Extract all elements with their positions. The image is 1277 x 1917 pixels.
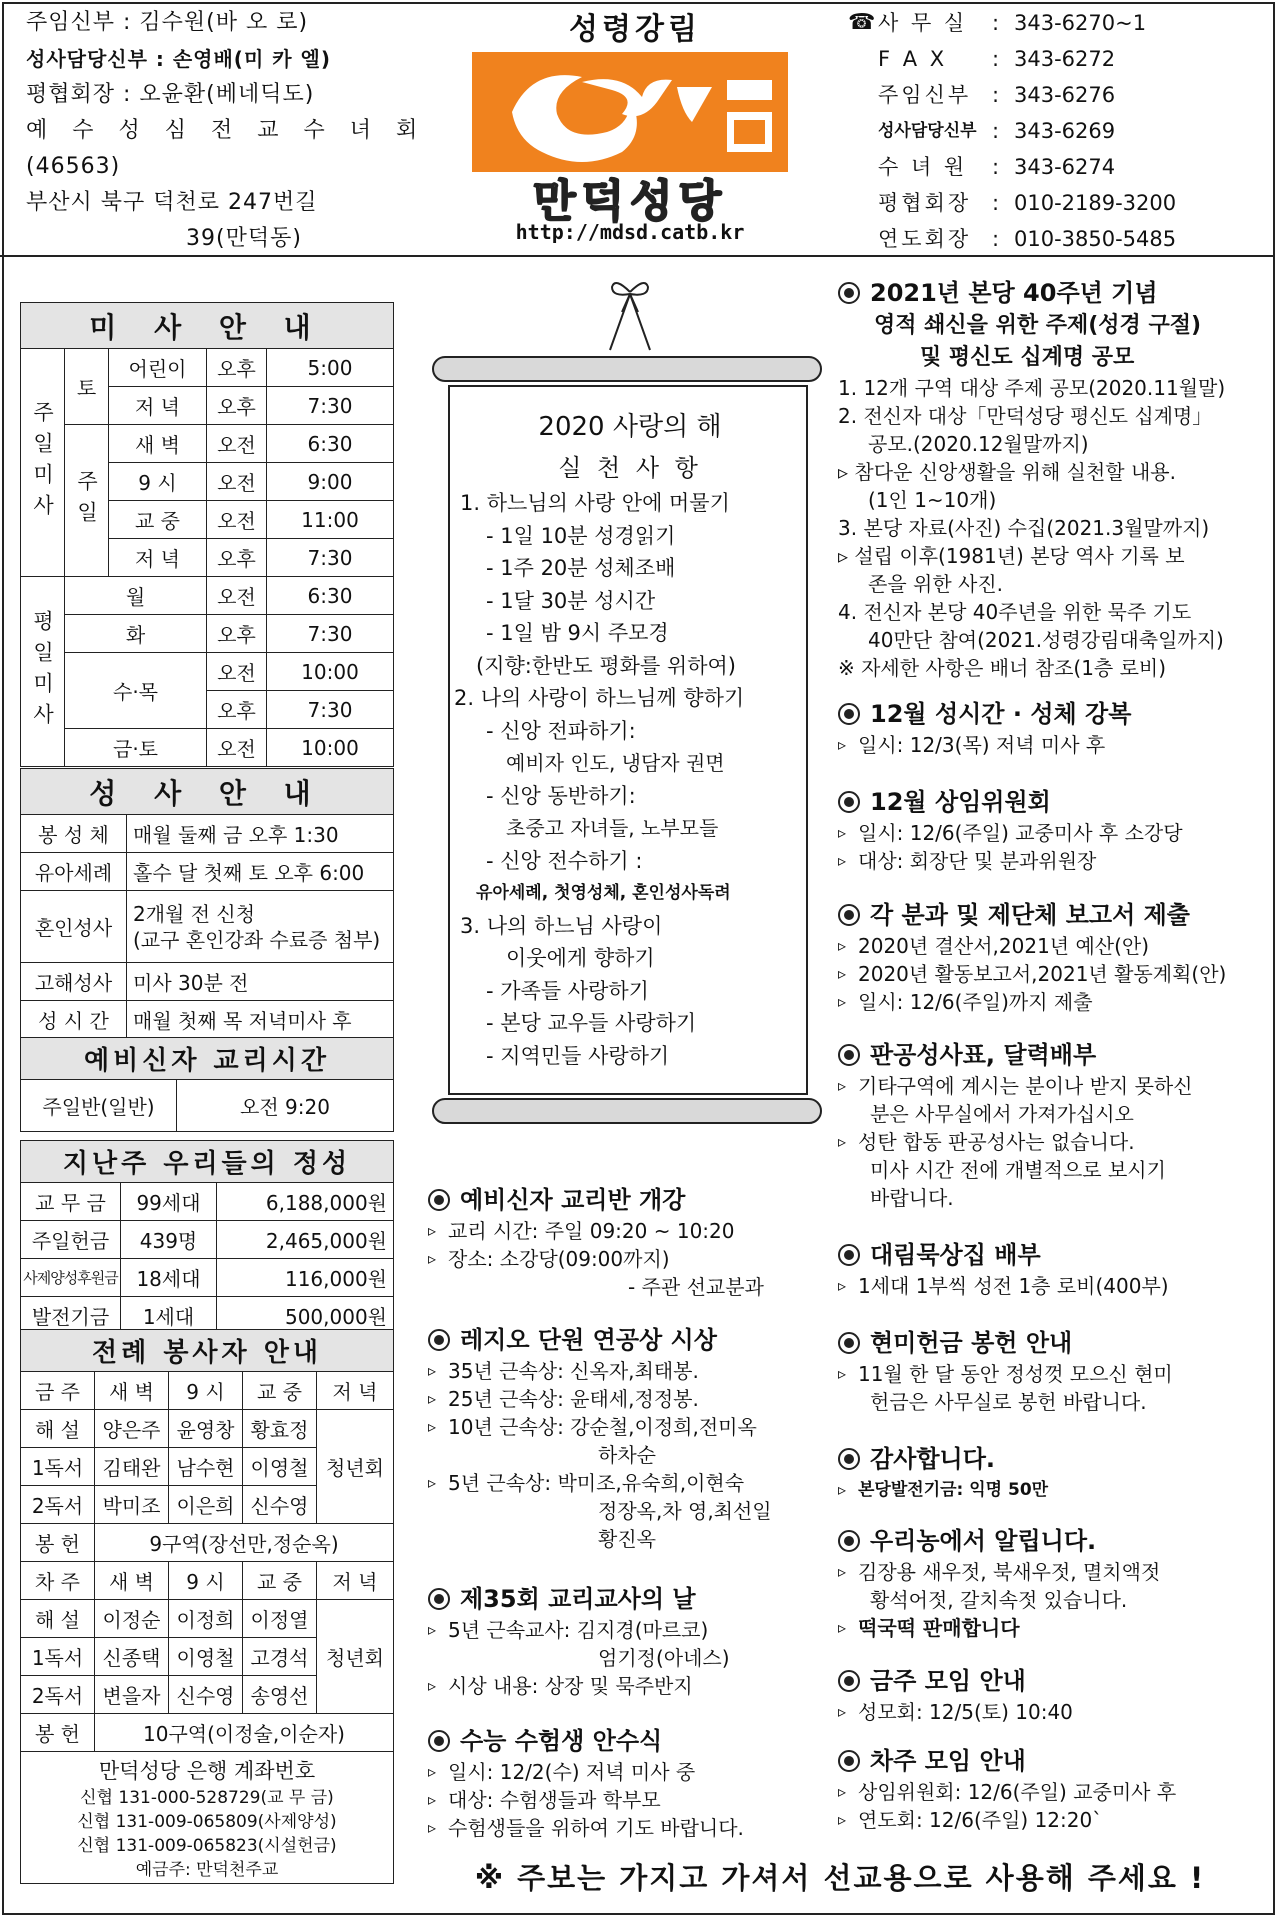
mass-time: 6:30 (267, 425, 394, 463)
notice-subtitle: 및 평신도 십계명 공모 (920, 345, 1135, 370)
contact-number: 343-6274 (1014, 155, 1116, 179)
contact-number: 010-3850-5485 (1014, 227, 1177, 251)
scroll-line: - 신앙 전수하기 : (486, 848, 643, 873)
notice-committee (838, 785, 1268, 875)
scroll-line: - 1일 10분 성경읽기 (486, 523, 676, 548)
notice-item: ▹ 5년 근속상: 박미조,유숙희,이현숙 (428, 1469, 818, 1497)
sacrament-table (20, 768, 394, 1039)
liturgy-person: 박미조 (95, 1486, 169, 1524)
notice-holy-hour (838, 697, 1268, 759)
notice-item: 정장옥,차 영,최선일 (598, 1499, 772, 1523)
bullet-icon (428, 1329, 450, 1351)
liturgy-person: 신수영 (243, 1486, 317, 1524)
bank-title: 만덕성당 은행 계좌번호 (98, 1759, 316, 1783)
scroll-line: (지향:한반도 평화를 위하여) (476, 653, 736, 678)
address-line: 부산시 북구 덕천로 247번길 (26, 190, 318, 215)
liturgy-person: 이영철 (169, 1638, 243, 1676)
sacrament-time: 홀수 달 첫째 토 오후 6:00 (127, 853, 394, 891)
notice-next-week-meetings (838, 1744, 1268, 1834)
offering-amount: 2,465,000원 (217, 1221, 394, 1259)
mass-name: 교 중 (109, 501, 207, 539)
contact-row: 평협회장 : 010-2189-3200 (848, 185, 1268, 221)
notice-teachers-day (428, 1582, 818, 1700)
notice-item: 존을 위한 사진. (868, 572, 1003, 596)
scroll-line: - 본당 교우들 사랑하기 (486, 1011, 697, 1035)
notice-title: 현미헌금 봉헌 안내 (870, 1329, 1073, 1357)
offering-count: 18세대 (121, 1259, 217, 1297)
sacrament-name: 혼인성사 (21, 891, 127, 963)
mass-time: 6:30 (267, 577, 394, 615)
offering-count: 99세대 (121, 1183, 217, 1221)
notice-rice-offering (838, 1326, 1268, 1416)
liturgy-head: 교 중 (243, 1562, 317, 1600)
liturgy-head: 9 시 (169, 1562, 243, 1600)
liturgy-role: 해 설 (21, 1600, 95, 1638)
notice-title: 12월 성시간 · 성체 강복 (870, 700, 1132, 728)
offering-amount: 116,000원 (217, 1259, 394, 1297)
bullet-icon (838, 1244, 860, 1266)
notice-title: 판공성사표, 달력배부 (870, 1041, 1097, 1069)
notice-item: ▹ 참다운 신앙생활을 위해 실천할 내용. (838, 460, 1176, 484)
notice-anniversary (838, 276, 1268, 682)
notice-title: 대림묵상집 배부 (870, 1241, 1041, 1269)
liturgy-person: 이정순 (95, 1600, 169, 1638)
catechumen-table (20, 1037, 394, 1132)
mass-day: 수·목 (65, 653, 207, 729)
mass-day: 화 (65, 615, 207, 653)
saturday-label: 토 (65, 349, 109, 425)
footer-note: ※ 주보는 가지고 가셔서 선교용으로 사용해 주세요 ! (474, 1861, 1206, 1895)
notice-item: 40만단 참여(2021.성령강림대축일까지) (868, 628, 1224, 652)
mass-title: 미 사 안 내 (21, 303, 394, 349)
notice-title: 예비신자 교리반 개강 (460, 1186, 686, 1214)
notice-title: 차주 모임 안내 (870, 1747, 1026, 1775)
contact-number: 343-6269 (1014, 119, 1116, 143)
catechumen-class: 주일반(일반) (21, 1080, 177, 1132)
parish-name-logo: 만덕성당 (532, 176, 727, 227)
notice-title: 제35회 교리교사의 날 (460, 1585, 696, 1613)
liturgy-person: 윤영창 (169, 1410, 243, 1448)
account-holder: 예금주: 만덕천주교 (135, 1860, 279, 1880)
notice-confession-calendar (838, 1038, 1268, 1212)
contact-label: 성사담당신부 (878, 121, 977, 141)
notice-item: ▹ 연도회: 12/6(주일) 12:20` (838, 1806, 1268, 1834)
bullet-icon (838, 1332, 860, 1354)
notice-item: ▹ 대상: 수험생들과 학부모 (428, 1786, 818, 1814)
notice-item: ▹ 수험생들을 위하여 기도 바랍니다. (428, 1814, 818, 1842)
offering-title: 지난주 우리들의 정성 (21, 1141, 394, 1183)
liturgy-head: 교 중 (243, 1372, 317, 1410)
mass-ampm: 오후 (207, 387, 267, 425)
scroll-line: 2. 나의 사랑이 하느님께 향하기 (454, 686, 745, 710)
liturgy-head: 차 주 (21, 1562, 95, 1600)
notice-item: ▹ 10년 근속상: 강순철,이정희,전미옥 (428, 1413, 818, 1441)
scroll-top-rod (432, 356, 822, 382)
contact-label: 수 녀 원 (878, 155, 968, 179)
notice-item: ▹ 35년 근속상: 신옥자,최태봉. (428, 1357, 818, 1385)
scroll-line: 초중고 자녀들, 노부모들 (506, 816, 719, 840)
liturgy-person: 양은주 (95, 1410, 169, 1448)
contact-row (848, 5, 1268, 41)
bullet-icon (428, 1588, 450, 1610)
scroll-line: - 1주 20분 성체조배 (486, 556, 676, 580)
bullet-icon (428, 1730, 450, 1752)
bank-account: 신협 131-000-528729(교 무 금) (80, 1788, 334, 1808)
scroll-bottom-rod (432, 1098, 822, 1124)
notice-item: ▹ 기타구역에 계시는 분이나 받지 못하신 (838, 1072, 1268, 1100)
offering-type: 발전기금 (21, 1297, 121, 1335)
bullet-icon (838, 282, 860, 304)
sacrament-time: 매월 첫째 목 저녁미사 후 (127, 1001, 394, 1039)
contact-list (848, 5, 1268, 257)
contact-number: 343-6270~1 (1014, 11, 1147, 35)
mass-time: 9:00 (267, 463, 394, 501)
notice-item: 하차순 (598, 1443, 656, 1467)
evening-server: 청년회 (317, 1410, 394, 1524)
offering-type: 주일헌금 (21, 1221, 121, 1259)
notice-title: 우리농에서 알립니다. (870, 1527, 1097, 1555)
sacrament-title: 성 사 안 내 (21, 769, 394, 815)
liturgy-role: 2독서 (21, 1486, 95, 1524)
mass-table (20, 302, 394, 767)
scroll-line: - 신앙 전파하기: (486, 718, 636, 743)
bullet-icon (838, 703, 860, 725)
liturgy-role: 2독서 (21, 1676, 95, 1714)
notice-note: - 주관 선교분과 (628, 1275, 764, 1299)
contact-number: 010-2189-3200 (1014, 191, 1177, 215)
colon: : (992, 11, 1000, 35)
postal-code: (46563) (26, 154, 121, 179)
contact-row: 연도회장 : 010-3850-5485 (848, 221, 1268, 257)
sacrament-time: 2개월 전 신청 (133, 901, 256, 926)
sacrament-time: 매월 둘째 금 오후 1:30 (127, 815, 394, 853)
notice-item: ▹ 김장용 새우젓, 북새우젓, 멸치액젓 (838, 1558, 1268, 1586)
notice-farm (838, 1524, 1268, 1642)
notice-title: 수능 수험생 안수식 (460, 1727, 663, 1755)
mass-time: 10:00 (267, 729, 394, 767)
notice-catechumen (428, 1183, 818, 1301)
scroll-line: - 1일 밤 9시 주모경 (486, 621, 669, 645)
notice-item: ▹ 일시: 12/6(주일) 교중미사 후 소강당 (838, 819, 1268, 847)
parish-url[interactable]: http://mdsd.catb.kr (515, 220, 745, 244)
council-president-line: 평협회장 : 오윤환(베네딕도) (26, 82, 315, 107)
scroll-line: 유아세례, 첫영성체, 혼인성사독려 (476, 883, 731, 903)
mass-name: 새 벽 (109, 425, 207, 463)
liturgy-head: 저 녁 (317, 1562, 394, 1600)
bullet-icon (838, 1448, 860, 1470)
bank-account: 신협 131-009-065809(사제양성) (77, 1812, 337, 1832)
notice-item: ▹ 성탄 합동 판공성사는 없습니다. (838, 1128, 1268, 1156)
scroll-line: - 지역민들 사랑하기 (486, 1043, 670, 1068)
notice-item: ▹ 일시: 12/3(목) 저녁 미사 후 (838, 731, 1268, 759)
scroll-line: 1. 하느님의 사랑 안에 머물기 (460, 491, 730, 515)
liturgy-person: 김태완 (95, 1448, 169, 1486)
contact-label: 주임신부 (878, 83, 972, 107)
mass-time: 7:30 (267, 387, 394, 425)
notice-title: 12월 상임위원회 (870, 788, 1051, 816)
notice-item: (1인 1~10개) (868, 488, 997, 512)
notice-item: 미사 시간 전에 개별적으로 보시기 (870, 1158, 1166, 1182)
offering-amount: 6,188,000원 (217, 1183, 394, 1221)
notice-item: ▹ 떡국떡 판매합니다 (838, 1614, 1268, 1642)
notice-item: ▹ 25년 근속상: 윤태세,정정봉. (428, 1385, 818, 1413)
liturgy-person: 신종택 (95, 1638, 169, 1676)
bullet-icon (428, 1189, 450, 1211)
sacrament-note: (교구 혼인강좌 수료증 첨부) (133, 927, 381, 952)
notice-subtitle: 영적 쇄신을 위한 주제(성경 구절) (874, 313, 1202, 338)
offering-amount: 500,000원 (217, 1297, 394, 1335)
sacrament-name: 봉 성 체 (21, 815, 127, 853)
offering-count: 439명 (121, 1221, 217, 1259)
offering-type: 사제양성후원금 (21, 1259, 121, 1297)
scroll-title: 2020 사랑의 해 (538, 412, 722, 442)
liturgy-person: 변을자 (95, 1676, 169, 1714)
contact-row: 수 녀 원 : 343-6274 (848, 149, 1268, 185)
feast-title: 성령강림 (569, 12, 701, 47)
notice-item: 헌금은 사무실로 봉헌 바랍니다. (870, 1390, 1147, 1414)
notice-item: ▹ 5년 근속교사: 김지경(마르코) (428, 1616, 818, 1644)
offering-count: 1세대 (121, 1297, 217, 1335)
notice-item: ▹ 성모회: 12/5(토) 10:40 (838, 1698, 1268, 1726)
liturgy-head: 9 시 (169, 1372, 243, 1410)
contact-row: F A X : 343-6272 (848, 41, 1268, 77)
notice-thanks (838, 1442, 1268, 1504)
address-line-2: 39(만덕동) (186, 226, 302, 251)
scroll-line: 예비자 인도, 냉담자 권면 (506, 751, 725, 775)
notice-item: ▹ 일시: 12/2(수) 저녁 미사 중 (428, 1758, 818, 1786)
notice-item: ▹ 교리 시간: 주일 09:20 ~ 10:20 (428, 1217, 818, 1245)
notice-item: 황진옥 (598, 1527, 656, 1551)
scroll-line: - 가족들 사랑하기 (486, 978, 649, 1003)
sacrament-name: 고해성사 (21, 963, 127, 1001)
liturgy-role: 1독서 (21, 1638, 95, 1676)
notice-item: 2. 전신자 대상「만덕성당 평신도 십계명」 (838, 404, 1213, 428)
weekday-mass-label: 평일미사 (21, 577, 65, 767)
mass-ampm: 오후 (207, 539, 267, 577)
liturgy-role: 1독서 (21, 1448, 95, 1486)
notice-item: ▹ 11월 한 달 동안 정성껏 모으신 현미 (838, 1360, 1268, 1388)
mass-name: 어린이 (109, 349, 207, 387)
notice-title: 감사합니다. (870, 1445, 996, 1473)
offertory-label: 봉 헌 (21, 1524, 95, 1562)
notice-item: ▹ 2020년 결산서,2021년 예산(안) (838, 932, 1268, 960)
liturgy-person: 황효정 (243, 1410, 317, 1448)
notice-item: ▹ 2020년 활동보고서,2021년 활동계획(안) (838, 960, 1268, 988)
mass-ampm: 오전 (207, 501, 267, 539)
notice-exam (428, 1724, 818, 1842)
notice-reports (838, 898, 1268, 1016)
liturgy-title: 전례 봉사자 안내 (21, 1330, 394, 1372)
mass-name: 저 녁 (109, 539, 207, 577)
contact-row: 주임신부 : 343-6276 (848, 77, 1268, 113)
scroll-subtitle: 실 천 사 항 (558, 454, 702, 482)
liturgy-head: 금 주 (21, 1372, 95, 1410)
mass-time: 7:30 (267, 615, 394, 653)
evening-server: 청년회 (317, 1600, 394, 1714)
parish-logo-icon (472, 52, 788, 172)
notice-item: 1. 12개 구역 대상 주제 공모(2020.11월말) (838, 376, 1226, 400)
mass-day: 월 (65, 577, 207, 615)
offertory-label: 봉 헌 (21, 1714, 95, 1752)
scroll-line: 3. 나의 하느님 사랑이 (460, 913, 663, 938)
notice-item: ▹ 대상: 회장단 및 분과위원장 (838, 847, 1268, 875)
liturgy-table (20, 1329, 394, 1884)
liturgy-head: 새 벽 (95, 1372, 169, 1410)
liturgy-person: 이정희 (169, 1600, 243, 1638)
notice-item: ※ 자세한 사항은 배너 참조(1층 로비) (838, 656, 1167, 680)
notice-title: 금주 모임 안내 (870, 1667, 1026, 1695)
liturgy-person: 송영선 (243, 1676, 317, 1714)
contact-label: 사 무 실 (878, 11, 968, 35)
priest-line: 주임신부 : 김수원(바 오 로) (26, 10, 309, 35)
notice-item: ▹ 상임위원회: 12/6(주일) 교중미사 후 (838, 1778, 1268, 1806)
notice-item: 바랍니다. (870, 1186, 954, 1210)
notice-item: 분은 사무실에서 가져가십시오 (870, 1102, 1134, 1126)
mass-ampm: 오후 (207, 615, 267, 653)
sacrament-time: 미사 30분 전 (127, 963, 394, 1001)
offering-type: 교 무 금 (21, 1183, 121, 1221)
assistant-priest-line: 성사담당신부 : 손영배(미 카 엘) (26, 47, 331, 71)
liturgy-role: 해 설 (21, 1410, 95, 1448)
liturgy-person: 이영철 (243, 1448, 317, 1486)
notice-this-week-meetings (838, 1664, 1268, 1726)
contact-number: 343-6272 (1014, 47, 1116, 71)
contact-label: F A X (878, 47, 948, 71)
notice-legio (428, 1323, 818, 1553)
notice-title: 2021년 본당 40주년 기념 (870, 279, 1158, 307)
contact-label: 평협회장 (878, 191, 972, 215)
scroll-line: - 1달 30분 성시간 (486, 588, 656, 613)
sunday-label: 주일 (65, 425, 109, 577)
mass-ampm: 오후 (207, 349, 267, 387)
bullet-icon (838, 904, 860, 926)
offertory-group: 10구역(이정술,이순자) (95, 1714, 394, 1752)
offering-table (20, 1140, 394, 1335)
notice-item: 4. 전신자 본당 40주년을 위한 묵주 기도 (838, 600, 1192, 624)
offertory-group: 9구역(장선만,정순옥) (95, 1524, 394, 1562)
mass-ampm: 오전 (207, 463, 267, 501)
notice-item: 공모.(2020.12월말까지) (868, 432, 1089, 456)
notice-title: 각 분과 및 제단체 보고서 제출 (870, 901, 1190, 929)
notice-item: ▹ 일시: 12/6(주일)까지 제출 (838, 988, 1268, 1016)
header-left (26, 5, 446, 257)
notice-item: ▹ 시상 내용: 상장 및 묵주반지 (428, 1672, 818, 1700)
catechumen-time: 오전 9:20 (177, 1080, 394, 1132)
scroll-line: 이웃에게 향하기 (506, 946, 655, 970)
scroll-content (452, 405, 808, 1072)
mass-time: 5:00 (267, 349, 394, 387)
mass-time: 10:00 (267, 653, 394, 691)
bank-account: 신협 131-009-065823(시설헌금) (77, 1836, 337, 1856)
notice-item: 엄기정(아네스) (598, 1646, 730, 1670)
mass-ampm: 오전 (207, 577, 267, 615)
ribbon-icon (600, 272, 660, 352)
notice-advent-book (838, 1238, 1268, 1300)
notice-item: ▹ 설립 이후(1981년) 본당 역사 기록 보 (838, 544, 1185, 568)
bullet-icon (838, 1044, 860, 1066)
liturgy-head: 새 벽 (95, 1562, 169, 1600)
liturgy-head: 저 녁 (317, 1372, 394, 1410)
liturgy-person: 이은희 (169, 1486, 243, 1524)
notice-item: 3. 본당 자료(사진) 수집(2021.3월말까지) (838, 516, 1210, 540)
mass-name: 저 녁 (109, 387, 207, 425)
bullet-icon (838, 1750, 860, 1772)
contact-number: 343-6276 (1014, 83, 1116, 107)
notice-title: 레지오 단원 연공상 시상 (460, 1326, 717, 1354)
mass-ampm: 오전 (207, 653, 267, 691)
mass-ampm: 오전 (207, 729, 267, 767)
mass-name: 9 시 (109, 463, 207, 501)
mass-day: 금·토 (65, 729, 207, 767)
notice-item: ▹ 본당발전기금: 익명 50만 (838, 1476, 1268, 1504)
contact-row: 성사담당신부 : 343-6269 (848, 113, 1268, 149)
catechumen-title: 예비신자 교리시간 (21, 1038, 394, 1080)
liturgy-person: 신수영 (169, 1676, 243, 1714)
notice-item: ▹ 1세대 1부씩 성전 1층 로비(400부) (838, 1272, 1268, 1300)
sunday-mass-label: 주일미사 (21, 349, 65, 577)
bullet-icon (838, 1670, 860, 1692)
phone-icon: ☎ (848, 10, 876, 35)
liturgy-person: 남수현 (169, 1448, 243, 1486)
bullet-icon (838, 791, 860, 813)
mass-time: 11:00 (267, 501, 394, 539)
contact-label: 연도회장 (878, 227, 972, 251)
mass-time: 7:30 (267, 691, 394, 729)
mass-ampm: 오전 (207, 425, 267, 463)
mass-ampm: 오후 (207, 691, 267, 729)
notice-item: 황석어젓, 갈치속젓 있습니다. (870, 1588, 1128, 1612)
scroll-line: - 신앙 동반하기: (486, 783, 636, 808)
mass-time: 7:30 (267, 539, 394, 577)
bullet-icon (838, 1530, 860, 1552)
sacrament-name: 유아세례 (21, 853, 127, 891)
sisters-line: 예 수 성 심 전 교 수 녀 회 (26, 118, 427, 143)
notice-item: ▹ 장소: 소강당(09:00까지) (428, 1245, 818, 1273)
liturgy-person: 고경석 (243, 1638, 317, 1676)
liturgy-person: 이정열 (243, 1600, 317, 1638)
sacrament-name: 성 시 간 (21, 1001, 127, 1039)
header-divider (0, 255, 1273, 257)
